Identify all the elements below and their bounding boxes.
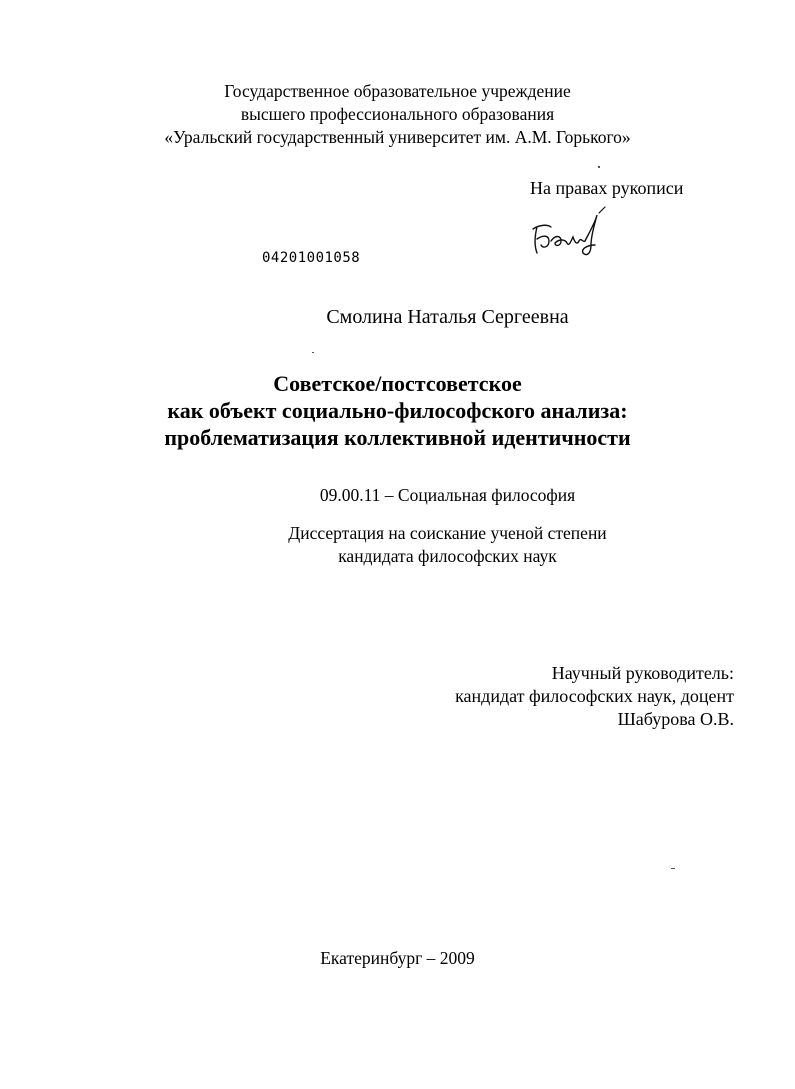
advisor-name: Шабурова О.В. — [617, 709, 734, 729]
institution-line-2: высшего профессионального образования — [240, 104, 555, 124]
institution-header — [0, 80, 795, 149]
scan-speck — [312, 352, 314, 353]
advisor-rank: кандидат философских наук, доцент — [455, 686, 734, 706]
institution-line-1: Государственное образовательное учреждение — [224, 81, 571, 101]
author-name: Смолина Наталья Сергеевна — [326, 306, 569, 328]
handwritten-signature — [525, 205, 615, 260]
advisor-label: Научный руководитель: — [551, 663, 734, 683]
city-year-footer — [0, 947, 795, 970]
author-name-row — [0, 305, 795, 329]
scientific-advisor — [455, 662, 734, 731]
city-year: Екатеринбург – 2009 — [320, 948, 475, 968]
degree-line-2: кандидата философских наук — [338, 546, 557, 566]
scan-speck — [598, 166, 600, 168]
manuscript-note: На правах рукописи — [530, 178, 684, 198]
title-line-1: Советское/постсоветское — [273, 371, 522, 396]
degree-block — [0, 522, 795, 568]
specialty-code: 09.00.11 – Социальная философия — [319, 485, 576, 505]
scan-speck — [671, 868, 675, 869]
degree-line-1: Диссертация на соискание ученой степени — [288, 523, 607, 543]
title-line-2: как объект социально-философского анализа: — [167, 398, 628, 423]
specialty-block — [0, 484, 795, 507]
dissertation-title — [0, 370, 795, 451]
title-line-3: проблематизация коллективной идентичности — [164, 425, 631, 450]
document-number: 04201001058 — [262, 250, 361, 266]
institution-line-3: «Уральский государственный университет им. А.М. Горького» — [164, 127, 631, 147]
